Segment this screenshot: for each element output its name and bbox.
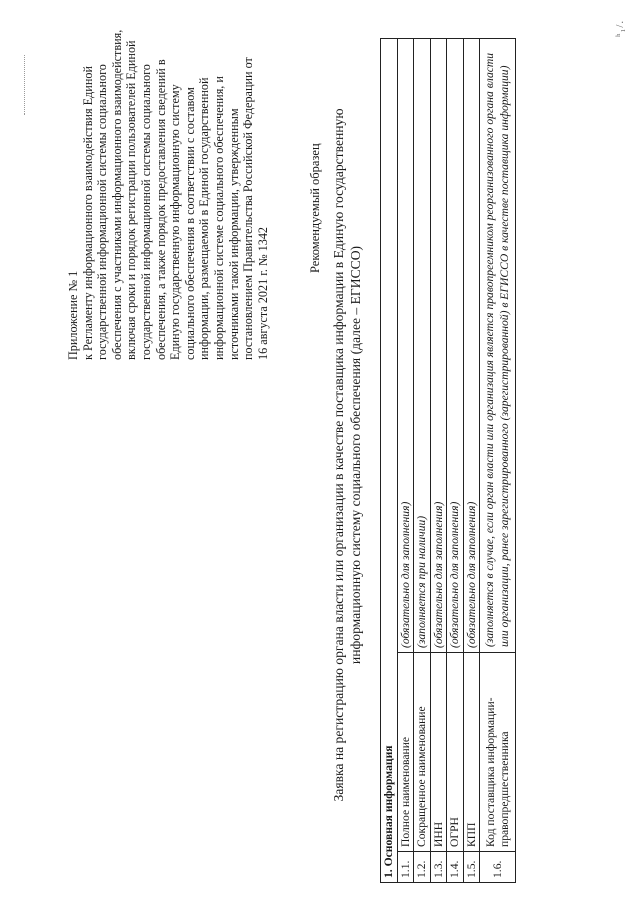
appendix-line: 16 августа 2021 г. № 1342 [255,226,270,360]
title-line: информационную систему социального обеспечения (далее – ЕГИССО) [348,245,363,665]
appendix-line: включая сроки и порядок регистрации пользователей Единой [124,40,139,360]
section-header: 1. Основная информация [381,39,398,883]
appendix-line: постановлением Правительства Российской Федерации от [241,57,256,360]
appendix-block [66,15,270,360]
fill-note[interactable]: (обязательно для заполнения) [397,39,414,653]
document-title [330,25,364,885]
appendix-line: Единую государственную информационную систему [168,84,183,360]
appendix-line: к Регламенту информационного взаимодействия Единой [80,66,95,360]
row-number: 1.2. [414,852,431,883]
row-number: 1.1. [397,852,414,883]
fill-note[interactable]: (обязательно для заполнения) [463,39,480,653]
recommended-sample-label: Рекомендуемый образец [308,143,322,273]
row-label: ИНН [430,653,447,852]
table-row [463,39,480,883]
appendix-line: государственной информационной системы социального [95,64,110,360]
appendix-line: информационной системе социального обеспечения, и [211,76,226,360]
section-header-row [381,39,398,883]
row-label: Полное наименование [397,653,414,852]
appendix-line: Приложение № 1 [66,270,80,360]
title-line: Заявка на регистрацию органа власти или организации в качестве поставщика информации в Единую государственную [331,108,346,802]
row-number: 1.5. [463,852,480,883]
table-row [397,39,414,883]
fill-note[interactable]: (обязательно для заполнения) [430,39,447,653]
fill-note[interactable]: (обязательно для заполнения) [447,39,464,653]
scan-artifact-line [24,55,26,115]
fill-note[interactable]: (заполняется при наличии) [414,39,431,653]
table-row [447,39,464,883]
row-label: Код поставщика информации-правопредшественника [480,653,516,852]
table-row [430,39,447,883]
table-row [480,39,516,883]
row-number: 1.4. [447,852,464,883]
appendix-line: информации, размещаемой в Единой государственной [197,77,212,360]
appendix-line: обеспечения с участниками информационного взаимодействия, [109,29,124,360]
appendix-line: источниками такой информации, утвержденным [226,108,241,360]
row-number: 1.3. [430,852,447,883]
appendix-line: обеспечения, а также порядок предоставления сведений в [153,59,168,360]
appendix-line: социального обеспечения в соответствии с составом [182,87,197,360]
row-label: ОГРН [447,653,464,852]
row-label: КПП [463,653,480,852]
row-label: Сокращенное наименование [414,653,431,852]
application-form-table [380,38,516,883]
table-row [414,39,431,883]
fill-note[interactable]: (заполняется в случае, если орган власти или организация является правопреемником реорганизованного органа власти или организации, ранее зарегистрированного (зарегистрированной) в ЕГИССО в качестве поставщика информации) [480,39,516,653]
row-number: 1.6. [480,852,516,883]
scan-mark: ʰ₁/. [614,19,626,37]
appendix-line: государственной информационной системы социального [138,64,153,360]
